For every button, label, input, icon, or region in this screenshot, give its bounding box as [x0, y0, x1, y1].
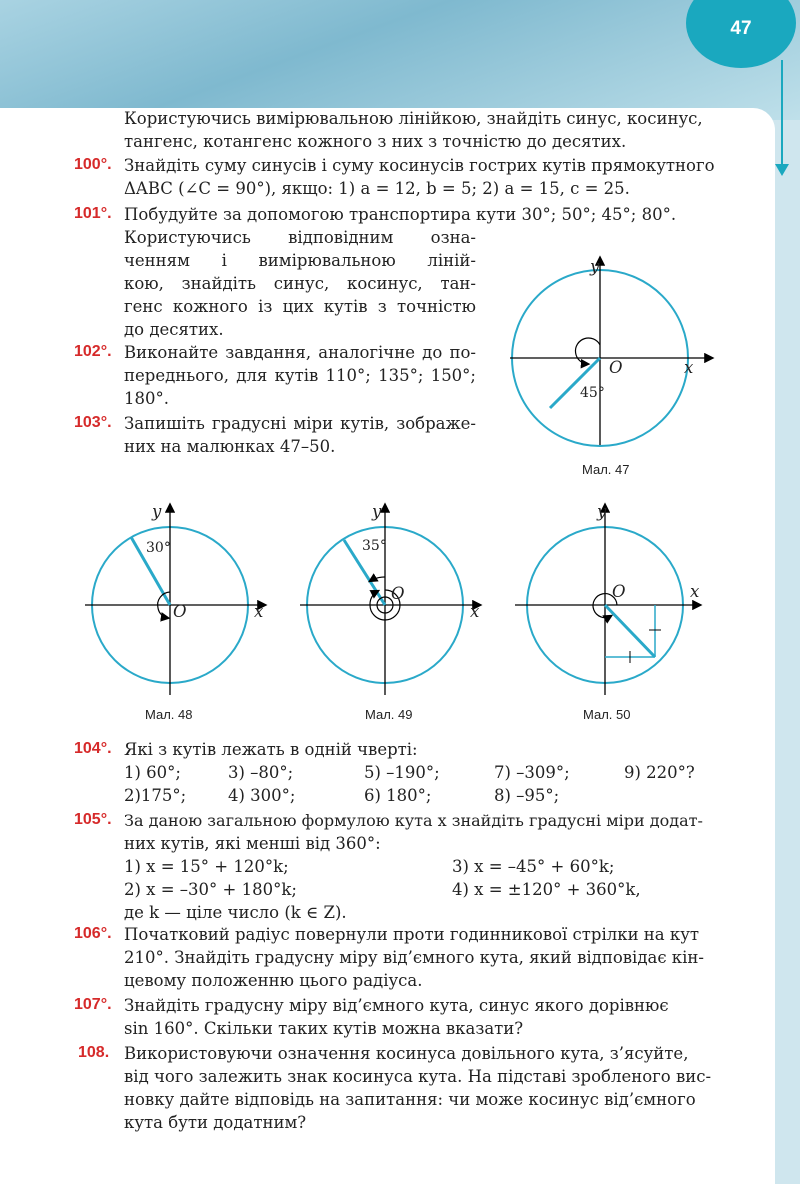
problem-text: до десятих.	[124, 320, 224, 339]
answer-item: 2)175°;	[124, 786, 187, 805]
problem-text: ΔABC (∠C = 90°), якщо: 1) a = 12, b = 5; 2) a = 15, c = 25.	[124, 179, 630, 198]
figure-47	[500, 250, 720, 450]
problem-text: переднього, для кутів 110°; 135°; 150°;	[124, 366, 476, 385]
y-label: y	[152, 502, 162, 521]
figure-caption: Мал. 48	[145, 707, 193, 722]
problem-text: 210°. Знайдіть градусну міру від’ємного кута, який відповідає кін-	[124, 948, 704, 967]
answer-item: 6) 180°;	[364, 786, 432, 805]
answer-item: 3) –80°;	[228, 763, 294, 782]
problem-text: Запишіть градусні міри кутів, зображе-	[124, 414, 476, 433]
x-label: x	[254, 602, 264, 621]
problem-text: новку дайте відповідь на запитання: чи може косинус від’ємного	[124, 1090, 696, 1109]
answer-item: 5) –190°;	[364, 763, 440, 782]
formula-item: 3) x = –45° + 60°k;	[452, 857, 615, 876]
answer-item: 1) 60°;	[124, 763, 181, 782]
problem-text: цевому положенню цього радіуса.	[124, 971, 423, 990]
x-label: x	[690, 582, 700, 601]
problem-number: 106°.	[74, 925, 112, 942]
problem-text: Користуючись відповідним озна-	[124, 228, 476, 247]
answer-item: 8) –95°;	[494, 786, 560, 805]
y-label: y	[372, 502, 382, 521]
problem-number: 100°.	[74, 156, 112, 173]
problem-number: 103°.	[74, 414, 112, 431]
problem-number: 101°.	[74, 205, 112, 222]
angle-label: 30°	[146, 540, 171, 556]
formula-item: 1) x = 15° + 120°k;	[124, 857, 289, 876]
problem-text: Початковий радіус повернули проти годинникової стрілки на кут	[124, 925, 700, 944]
problem-text: кута бути додатним?	[124, 1113, 307, 1132]
answer-item: 4) 300°;	[228, 786, 296, 805]
intro-line: Користуючись вимірювальною лінійкою, знайдіть синус, косинус,	[124, 109, 703, 128]
problem-text: ченням і вимірювальною ліній-	[124, 251, 476, 270]
problem-text: кою, знайдіть синус, косинус, тан-	[124, 274, 476, 293]
problem-number: 108.	[78, 1044, 110, 1061]
problem-text: За даною загальною формулою кута x знайдіть градусні міри додат-	[124, 811, 703, 830]
problem-text: Які з кутів лежать в одній чверті:	[124, 740, 418, 759]
problem-number: 104°.	[74, 740, 112, 757]
problem-text: від чого залежить знак косинуса кута. На підставі зробленого вис-	[124, 1067, 712, 1086]
problem-text: Побудуйте за допомогою транспортира кути 30°; 50°; 45°; 80°.	[124, 205, 677, 224]
radius	[605, 605, 655, 657]
problem-number: 105°.	[74, 811, 112, 828]
problem-text: генс кожного із цих кутів з точністю	[124, 297, 476, 316]
figure-caption: Мал. 47	[582, 462, 630, 477]
origin-label: O	[609, 358, 623, 377]
page-number: 47	[730, 18, 752, 39]
answer-item: 7) –309°;	[494, 763, 570, 782]
angle-label: 35°	[362, 538, 387, 554]
problem-text: Виконайте завдання, аналогічне до по-	[124, 343, 476, 362]
formula-item: 4) x = ±120° + 360°k,	[452, 880, 641, 899]
arrow-down-icon	[775, 164, 789, 176]
problem-text: Знайдіть суму синусів і суму косинусів гострих кутів прямокутного	[124, 156, 715, 175]
problem-number: 102°.	[74, 343, 112, 360]
formula-note: де k — ціле число (k ∈ Z).	[124, 903, 347, 922]
x-label: x	[470, 602, 480, 621]
margin-arrow	[781, 60, 783, 170]
y-label: y	[590, 257, 600, 276]
formula-item: 2) x = –30° + 180°k;	[124, 880, 297, 899]
header-banner	[0, 0, 800, 120]
origin-label: O	[612, 582, 626, 601]
problem-number: 107°.	[74, 996, 112, 1013]
problem-text: Знайдіть градусну міру від’ємного кута, синус якого дорівнює	[124, 996, 669, 1015]
figure-caption: Мал. 50	[583, 707, 631, 722]
figure-caption: Мал. 49	[365, 707, 413, 722]
y-label: y	[597, 502, 607, 521]
x-label: x	[684, 358, 694, 377]
origin-label: O	[173, 602, 187, 621]
problem-text: Використовуючи означення косинуса довільного кута, з’ясуйте,	[124, 1044, 689, 1063]
problem-text: sin 160°. Скільки таких кутів можна вказати?	[124, 1019, 524, 1038]
origin-label: O	[391, 584, 405, 603]
angle-label: 45°	[580, 385, 605, 401]
problem-text: 180°.	[124, 389, 169, 408]
problem-text: них на малюнках 47–50.	[124, 437, 336, 456]
problem-text: них кутів, які менші від 360°:	[124, 834, 381, 853]
answer-item: 9) 220°?	[624, 763, 695, 782]
intro-line: тангенс, котангенс кожного з них з точністю до десятих.	[124, 132, 627, 151]
